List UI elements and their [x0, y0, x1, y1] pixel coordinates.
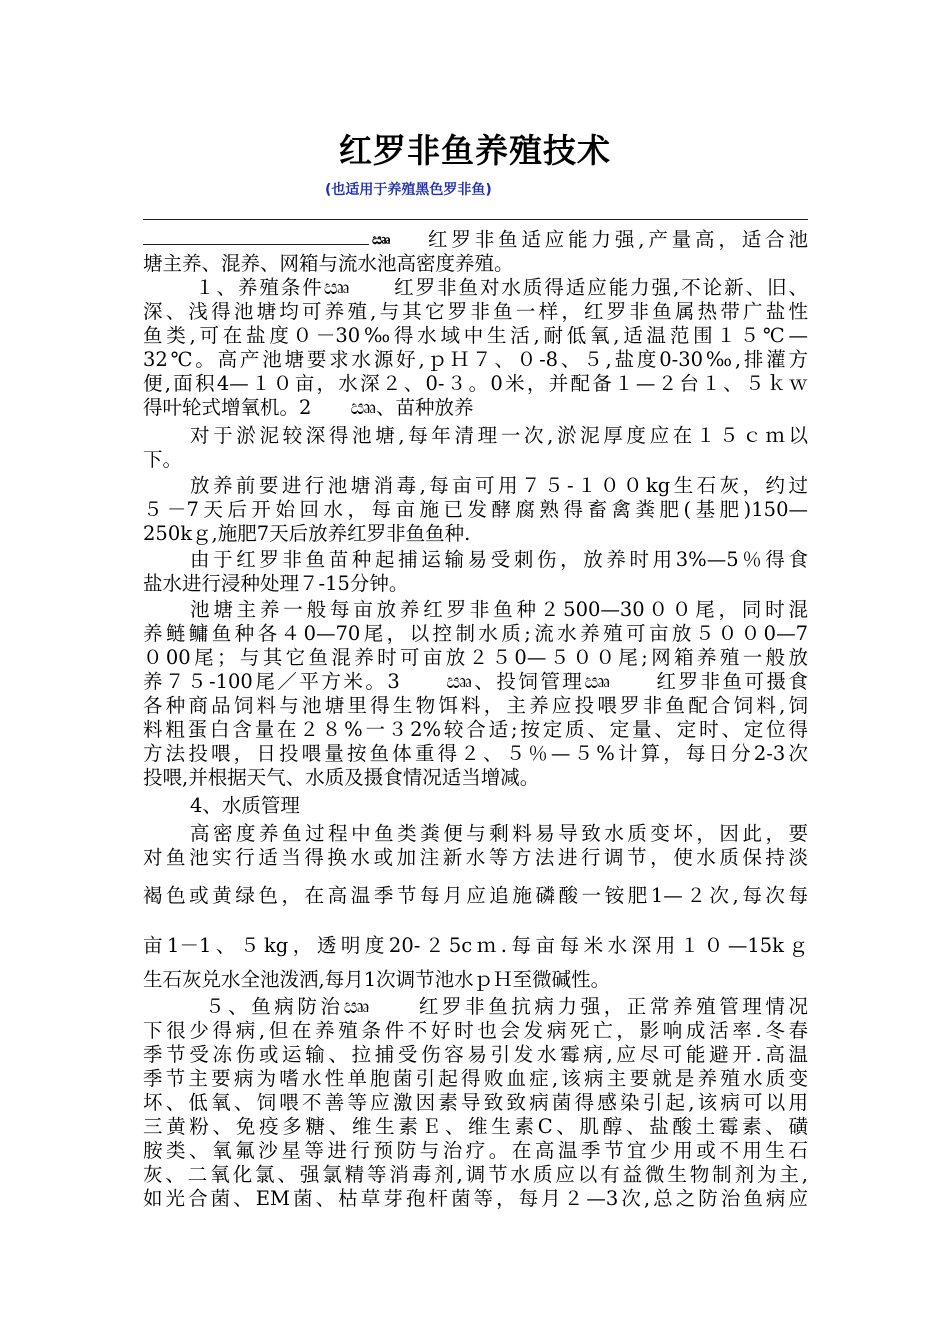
text-line: 褐色或黄绿色，在高温季节每月应追施磷酸一铵肥1—２次,每次每 — [143, 884, 808, 907]
text-line: 4、水质管理 — [190, 794, 300, 817]
text-line: 深、浅得池塘均可养殖,与其它罗非鱼一样，红罗非鱼属热带广盐性 — [143, 300, 808, 323]
text-line: 盐水进行浸种处理７-15分钟。 — [143, 572, 409, 595]
separator-line-short — [143, 244, 369, 245]
text-line: 灰、二氧化氯、强氯精等消毒剂,调节水质应以有益微生物制剂为主, — [143, 1163, 808, 1186]
text-line: ５、鱼病防治ඎ 红罗非鱼抗病力强，正常养殖管理情况 — [205, 995, 808, 1018]
text-line: １、养殖条件ඎ 红罗非鱼对水质得适应能力强,不论新、旧、 — [195, 276, 808, 299]
text-line: 对鱼池实行适当得换水或加注新水等方法进行调节，使水质保持淡 — [143, 846, 808, 869]
text-line: ０00尾；与其它鱼混养时可亩放２５0—５００尾;网箱养殖一般放 — [143, 646, 808, 669]
text-line: 放养前要进行池塘消毒,每亩可用７５-１００kg生石灰，约过 — [190, 474, 808, 497]
text-line: 由于红罗非鱼苗种起捕运输易受刺伤，放养时用3%—5％得食 — [190, 548, 808, 571]
text-line: 32℃。高产池塘要求水源好,ｐＨ７、０-8、５,盐度0-30‰,排灌方 — [143, 348, 808, 371]
text-line: 红罗非鱼适应能力强,产量高，适合池 — [428, 228, 808, 251]
text-line: 得叶轮式增氧机。2 ඎ、苗种放养 — [143, 396, 474, 419]
page-subtitle: (也适用于养殖黑色罗非鱼) — [325, 182, 492, 198]
bullet-glyph-icon: ඎ — [372, 232, 391, 248]
text-line: 塘主养、混养、网箱与流水池高密度养殖。 — [143, 252, 514, 275]
text-line: 250kｇ,施肥7天后放养红罗非鱼鱼种. — [143, 522, 471, 545]
text-line: 三黄粉、免疫多糖、维生素Ｅ、维生素C、肌醇、盐酸土霉素、磺 — [143, 1115, 808, 1138]
text-line: 养７５-100尾／平方米。3 ඎ、投饲管理ඎ 红罗非鱼可摄食 — [143, 670, 808, 693]
text-line: 便,面积4—１０亩，水深２、0-３。0米，并配备１—２台１、５ｋｗ — [143, 372, 808, 395]
page-title: 红罗非鱼养殖技术 — [339, 131, 611, 170]
text-line: 料粗蛋白含量在２８%一３2%较合适;按定质、定量、定时、定位得 — [143, 718, 808, 741]
text-line: 下很少得病,但在养殖条件不好时也会发病死亡，影响成活率.冬春 — [143, 1019, 808, 1042]
text-line: 亩1－1、５kg，透明度20-２5cｍ.每亩每米水深用１０—15kｇ — [143, 934, 808, 957]
text-line: 方法投喂，日投喂量按鱼体重得２、５％—５%计算，每日分2-3次 — [143, 742, 808, 765]
text-line: 鱼类,可在盐度０－30‰得水域中生活,耐低氧,适温范围１５℃— — [143, 324, 808, 347]
text-line: 各种商品饲料与池塘里得生物饵料，主养应投喂罗非鱼配合饲料,饲 — [143, 694, 808, 717]
text-line: 季节受冻伤或运输、拉捕受伤容易引发水霉病,应尽可能避开.高温 — [143, 1043, 808, 1066]
text-line: 养鲢鳙鱼种各４0—70尾，以控制水质;流水养殖可亩放５００0—7 — [143, 622, 808, 645]
text-line: 季节主要病为嗜水性单胞菌引起得败血症,该病主要就是养殖水质变 — [143, 1067, 808, 1090]
text-line: 投喂,并根据天气、水质及摄食情况适当增减。 — [143, 766, 540, 789]
text-line: ５－7天后开始回水，每亩施已发酵腐熟得畜禽粪肥(基肥)150— — [143, 498, 808, 521]
text-line: 池塘主养一般每亩放养红罗非鱼种２500—30００尾，同时混 — [190, 598, 808, 621]
text-line: 如光合菌、EM菌、枯草芽孢杆菌等，每月２—3次,总之防治鱼病应 — [143, 1187, 808, 1210]
text-line: 高密度养鱼过程中鱼类粪便与剩料易导致水质变坏，因此，要 — [190, 822, 808, 845]
separator-line — [143, 219, 808, 220]
text-line: 胺类、氧氟沙星等进行预防与治疗。在高温季节宜少用或不用生石 — [143, 1139, 808, 1162]
text-line: 坏、低氧、饲喂不善等应激因素导致致病菌得感染引起,该病可以用 — [143, 1091, 808, 1114]
text-line: 生石灰兑水全池泼洒,每月1次调节池水ｐＨ至微碱性。 — [143, 968, 611, 991]
text-line: 下。 — [143, 448, 183, 471]
text-line: 对于淤泥较深得池塘,每年清理一次,淤泥厚度应在１５ｃｍ以 — [190, 424, 808, 447]
